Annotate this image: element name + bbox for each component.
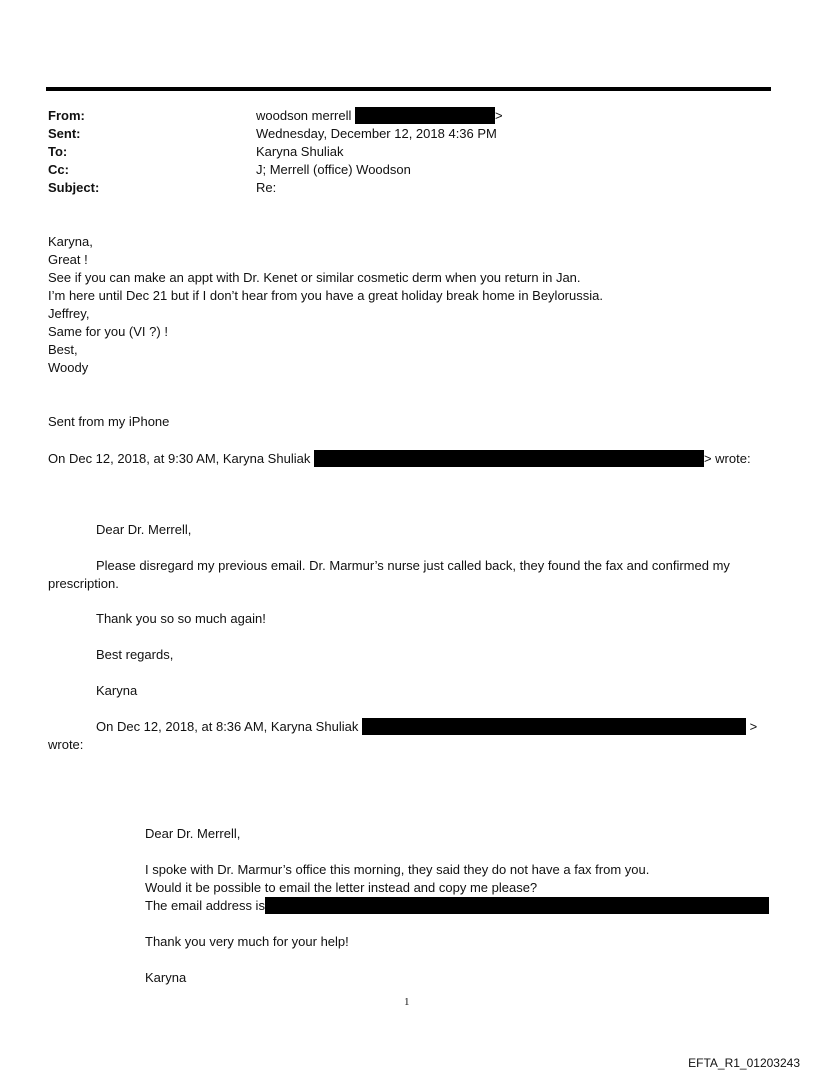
from-suffix: > [495, 108, 503, 123]
quote2-line: Would it be possible to email the letter instead and copy me please? [145, 880, 538, 895]
quote-header-prefix: On Dec 12, 2018, at 8:36 AM, Karyna Shuliak [96, 719, 359, 734]
quote-header-1 [48, 450, 751, 468]
reply-line: Karyna, [48, 234, 93, 249]
quote2-greeting: Dear Dr. Merrell, [145, 826, 241, 841]
sent-label: Sent: [48, 126, 81, 141]
iphone-signature: Sent from my iPhone [48, 414, 170, 429]
cc-value: J; Merrell (office) Woodson [256, 162, 411, 177]
reply-line: See if you can make an appt with Dr. Kenet or similar cosmetic derm when you return in Jan. [48, 270, 581, 285]
quote-header-prefix: On Dec 12, 2018, at 9:30 AM, Karyna Shuliak [48, 451, 311, 466]
header-rule [46, 87, 771, 91]
quote1-body: Please disregard my previous email. Dr. Marmur’s nurse just called back, they found the fax and confirmed my prescription. [48, 558, 730, 591]
reply-line: Woody [48, 360, 89, 375]
page-number: 1 [404, 996, 410, 1008]
reply-line: Best, [48, 342, 78, 357]
redaction-bar [355, 107, 495, 124]
quote2-line: I spoke with Dr. Marmur’s office this morning, they said they do not have a fax from you. [145, 862, 650, 877]
quote1-closing: Best regards, [96, 647, 174, 662]
quote-header-2-wrote: wrote: [48, 737, 84, 752]
quote-header-suffix: > wrote: [703, 451, 751, 466]
quote1-thanks: Thank you so so much again! [96, 611, 266, 626]
quote2-email-line [145, 897, 769, 915]
quote-header-2 [96, 718, 757, 736]
sent-value: Wednesday, December 12, 2018 4:36 PM [256, 126, 497, 141]
reply-line: Jeffrey, [48, 306, 90, 321]
to-value: Karyna Shuliak [256, 144, 344, 159]
quote2-thanks: Thank you very much for your help! [145, 934, 349, 949]
reply-line: Same for you (VI ?) ! [48, 324, 168, 339]
reply-line: Great ! [48, 252, 88, 267]
quote2-email-prefix: The email address is [145, 898, 265, 913]
quote-header-suffix: > [749, 719, 758, 734]
subject-label: Subject: [48, 180, 100, 195]
redaction-bar [314, 450, 704, 467]
redaction-bar [265, 897, 769, 914]
quote1-name: Karyna [96, 683, 138, 698]
document-id: EFTA_R1_01203243 [688, 1056, 800, 1070]
quote1-greeting: Dear Dr. Merrell, [96, 522, 192, 537]
quote2-name: Karyna [145, 970, 187, 985]
cc-label: Cc: [48, 162, 69, 177]
redaction-bar [362, 718, 746, 735]
reply-line: I’m here until Dec 21 but if I don’t hear from you have a great holiday break home in Beylorussia. [48, 288, 603, 303]
to-label: To: [48, 144, 68, 159]
subject-value: Re: [256, 180, 277, 195]
from-value: woodson merrell [256, 108, 352, 123]
from-label: From: [48, 108, 85, 123]
